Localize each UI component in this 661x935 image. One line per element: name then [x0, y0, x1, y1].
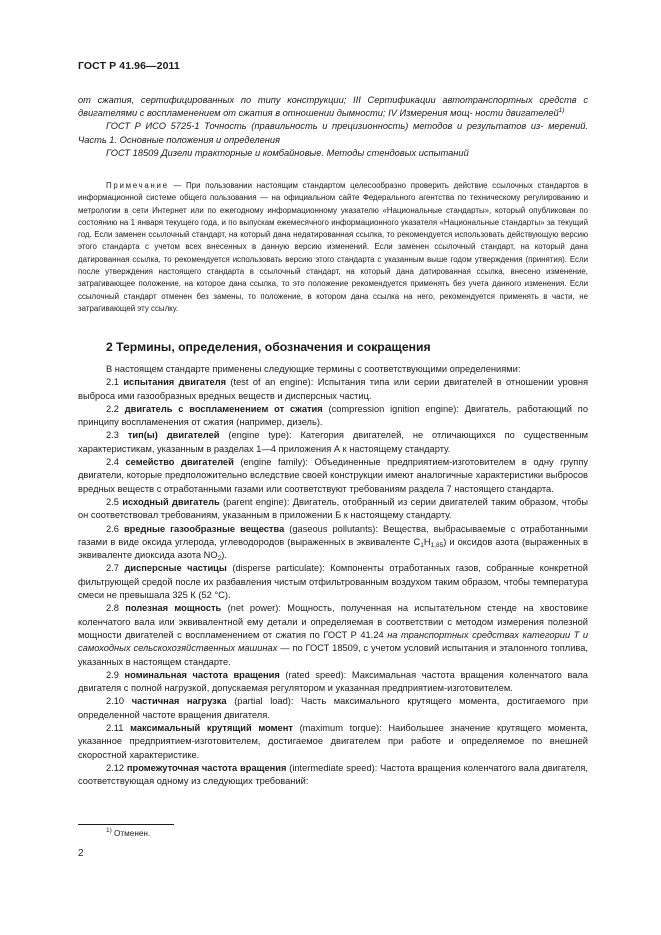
term-heading: семейство двигателей: [125, 457, 234, 468]
reference-continuation-text: от сжатия, сертифицированных по типу конструкции; III Сертификации автотранспортных средств с двигателями с воспламенением от сжатия в отношении дымности; IV Измерения мощ- ности двигателей$^{1)}$: [78, 95, 588, 119]
note-text: — При пользовании настоящим стандартом целесообразно проверить действие ссылочных стандартов в информационной системе общего пользования — на официальном сайте Федерального агентства по техническому регулированию и метрологии в сети Интернет или по ежегодному информационному указателю «Национальные стандарты», который опубликован по состоянию на 1 января текущего года, и по выпускам ежемесячного информационного указателя «Национальные стандарты» за текущий год. Если заменен ссылочный стандарт, на который дана недатированная ссылка, то рекомендуется использовать действующую версию этого стандарта с учетом всех внесенных в данную версию изменений. Если заменен ссылочный стандарт, на который дана датированная ссылка, то рекомендуется использовать версию этого стандарта с указанным выше годом утверждения (принятия). Если после утверждения настоящего стандарта в ссылочный стандарт, на который дана датированная ссылка, внесено изменение, затрагивающее положение, на которое дана ссылка, то это положение рекомендуется применять без учета данного изменения. Если ссылочный стандарт отменен без замены, то положение, в котором дана ссылка на него, рекомендуется применять в части, не затрагивающей эту ссылку.: [78, 181, 588, 313]
term-heading: максимальный крутящий момент: [130, 723, 293, 734]
term-2-1: 2.1 испытания двигателя (test of an engine): Испытания типа или серии двигателей в отношении уровня выброса ими газообразных вредных веществ и дисперсных частиц.: [78, 377, 589, 401]
term-heading: частичная нагрузка: [131, 696, 227, 707]
footnote-marker: 1): [106, 827, 112, 834]
term-heading: тип(ы) двигателей: [127, 430, 220, 441]
term-2-9: 2.9 номинальная частота вращения (rated speed): Максимальная частота вращения коленчатого вала двигателя с полной нагрузкой, допускаемая регулятором и указанная предприятием-изготовителем.: [78, 669, 588, 694]
footnote-marker: 1): [558, 107, 565, 115]
reference-gost-18509: ГОСТ 18509 Дизели тракторные и комбайновые. Методы стендовых испытаний: [106, 147, 469, 158]
footnote: [106, 829, 150, 838]
reference-iso-5725: ГОСТ Р ИСО 5725-1 Точность (правильность и прецизионность) методов и результатов из- мерений. Часть 1. Основные положения и определения: [78, 121, 588, 145]
term-2-11: 2.11 максимальный крутящий момент (maximum torque): Наибольшее значение крутящего момента, указанное предприятием-изготовителем, достигаемое двигателем при работе и определяемое по внешней скоростной характеристике.: [78, 723, 588, 760]
term-2-6: 2.6 вредные газообразные вещества (gaseous pollutants): Вещества, выбрасываемые с отработанными газами в виде оксида углерода, углеводородов (выраженных в эквиваленте $С_1Н_{1,85}$) и оксидов азота (выраженных в эквиваленте диоксида азота $NO_2$).: [78, 523, 588, 563]
footnote-divider: [78, 824, 174, 825]
term-2-12: 2.12 промежуточная частота вращения (intermediate speed): Частота вращения коленчатого вала двигателя, соответствующая одному из следующих требований:: [78, 762, 588, 787]
term-heading: испытания двигателя: [123, 377, 227, 388]
standard-header: ГОСТ Р 41.96—2011: [78, 60, 180, 72]
term-2-5: 2.5 исходный двигатель (parent engine): Двигатель, отобранный из серии двигателей таким образом, чтобы он соответствовал требованиям, указанным в приложении Б к настоящему стандарту.: [78, 496, 588, 521]
note-paragraph: [78, 180, 588, 315]
note-label: Примечание: [106, 181, 169, 190]
term-heading: исходный двигатель: [122, 496, 220, 507]
term-heading: дисперсные частицы: [124, 563, 227, 574]
footnote-text: Отменен.: [111, 829, 151, 838]
term-2-2: 2.2 двигатель с воспламенением от сжатия (compression ignition engine): Двигатель, работающий по принципу воспламенения от сжатия (например, дизель).: [78, 403, 588, 428]
term-heading: полезная мощность: [125, 603, 222, 614]
term-2-7: 2.7 дисперсные частицы (disperse particulate): Компоненты отработанных газов, собранные конкретной фильтрующей средой после их разбавления чистым отфильтрованным воздухом таким образом, чтобы температура смеси не превышала 325 К (52 °С).: [78, 563, 588, 601]
section-body: [78, 363, 588, 789]
term-2-8: 2.8 полезная мощность (net power): Мощность, полученная на испытательном стенде на хвостовике коленчатого вала или эквивалентной ему детали и определяемая в соответствии с методом измерения полезной мощности двигателей с воспламенением от сжатия по ГОСТ Р 41.24 на транспортных средствах категории Т и самоходных сельскохозяйственных машинах — по ГОСТ 18509, с учетом условий испытания и эталонного топлива, указанных в настоящем стандарте.: [78, 603, 589, 667]
page-number: 2: [78, 848, 84, 859]
term-heading: промежуточная частота вращения: [126, 762, 287, 773]
term-heading: номинальная частота вращения: [124, 669, 280, 680]
term-2-3: 2.3 тип(ы) двигателей (engine type): Категория двигателей, не отличающихся по существенным характеристикам, указанным в разделах 1—4 приложения А к настоящему стандарту.: [78, 430, 588, 454]
term-heading: двигатель с воспламенением от сжатия: [124, 403, 323, 414]
term-2-10: 2.10 частичная нагрузка (partial load): Часть максимального крутящего момента, достигаемого при определенной частоте вращения двигателя.: [78, 696, 589, 720]
term-2-4: 2.4 семейство двигателей (engine family): Объединенные предприятием-изготовителем в одну группу двигатели, которые предположительно вследствие своей конструкции имеют аналогичные характеристики выбросов вредных веществ с отработанными газами или соответствуют требованиям раздела 7 настоящего стандарта.: [78, 457, 589, 494]
section-intro: В настоящем стандарте применены следующие термины с соответствующими определениями:: [106, 364, 521, 374]
normative-references-continuation: [78, 94, 588, 160]
term-heading: вредные газообразные вещества: [123, 523, 285, 534]
section-title: 2 Термины, определения, обозначения и сокращения: [106, 340, 431, 354]
